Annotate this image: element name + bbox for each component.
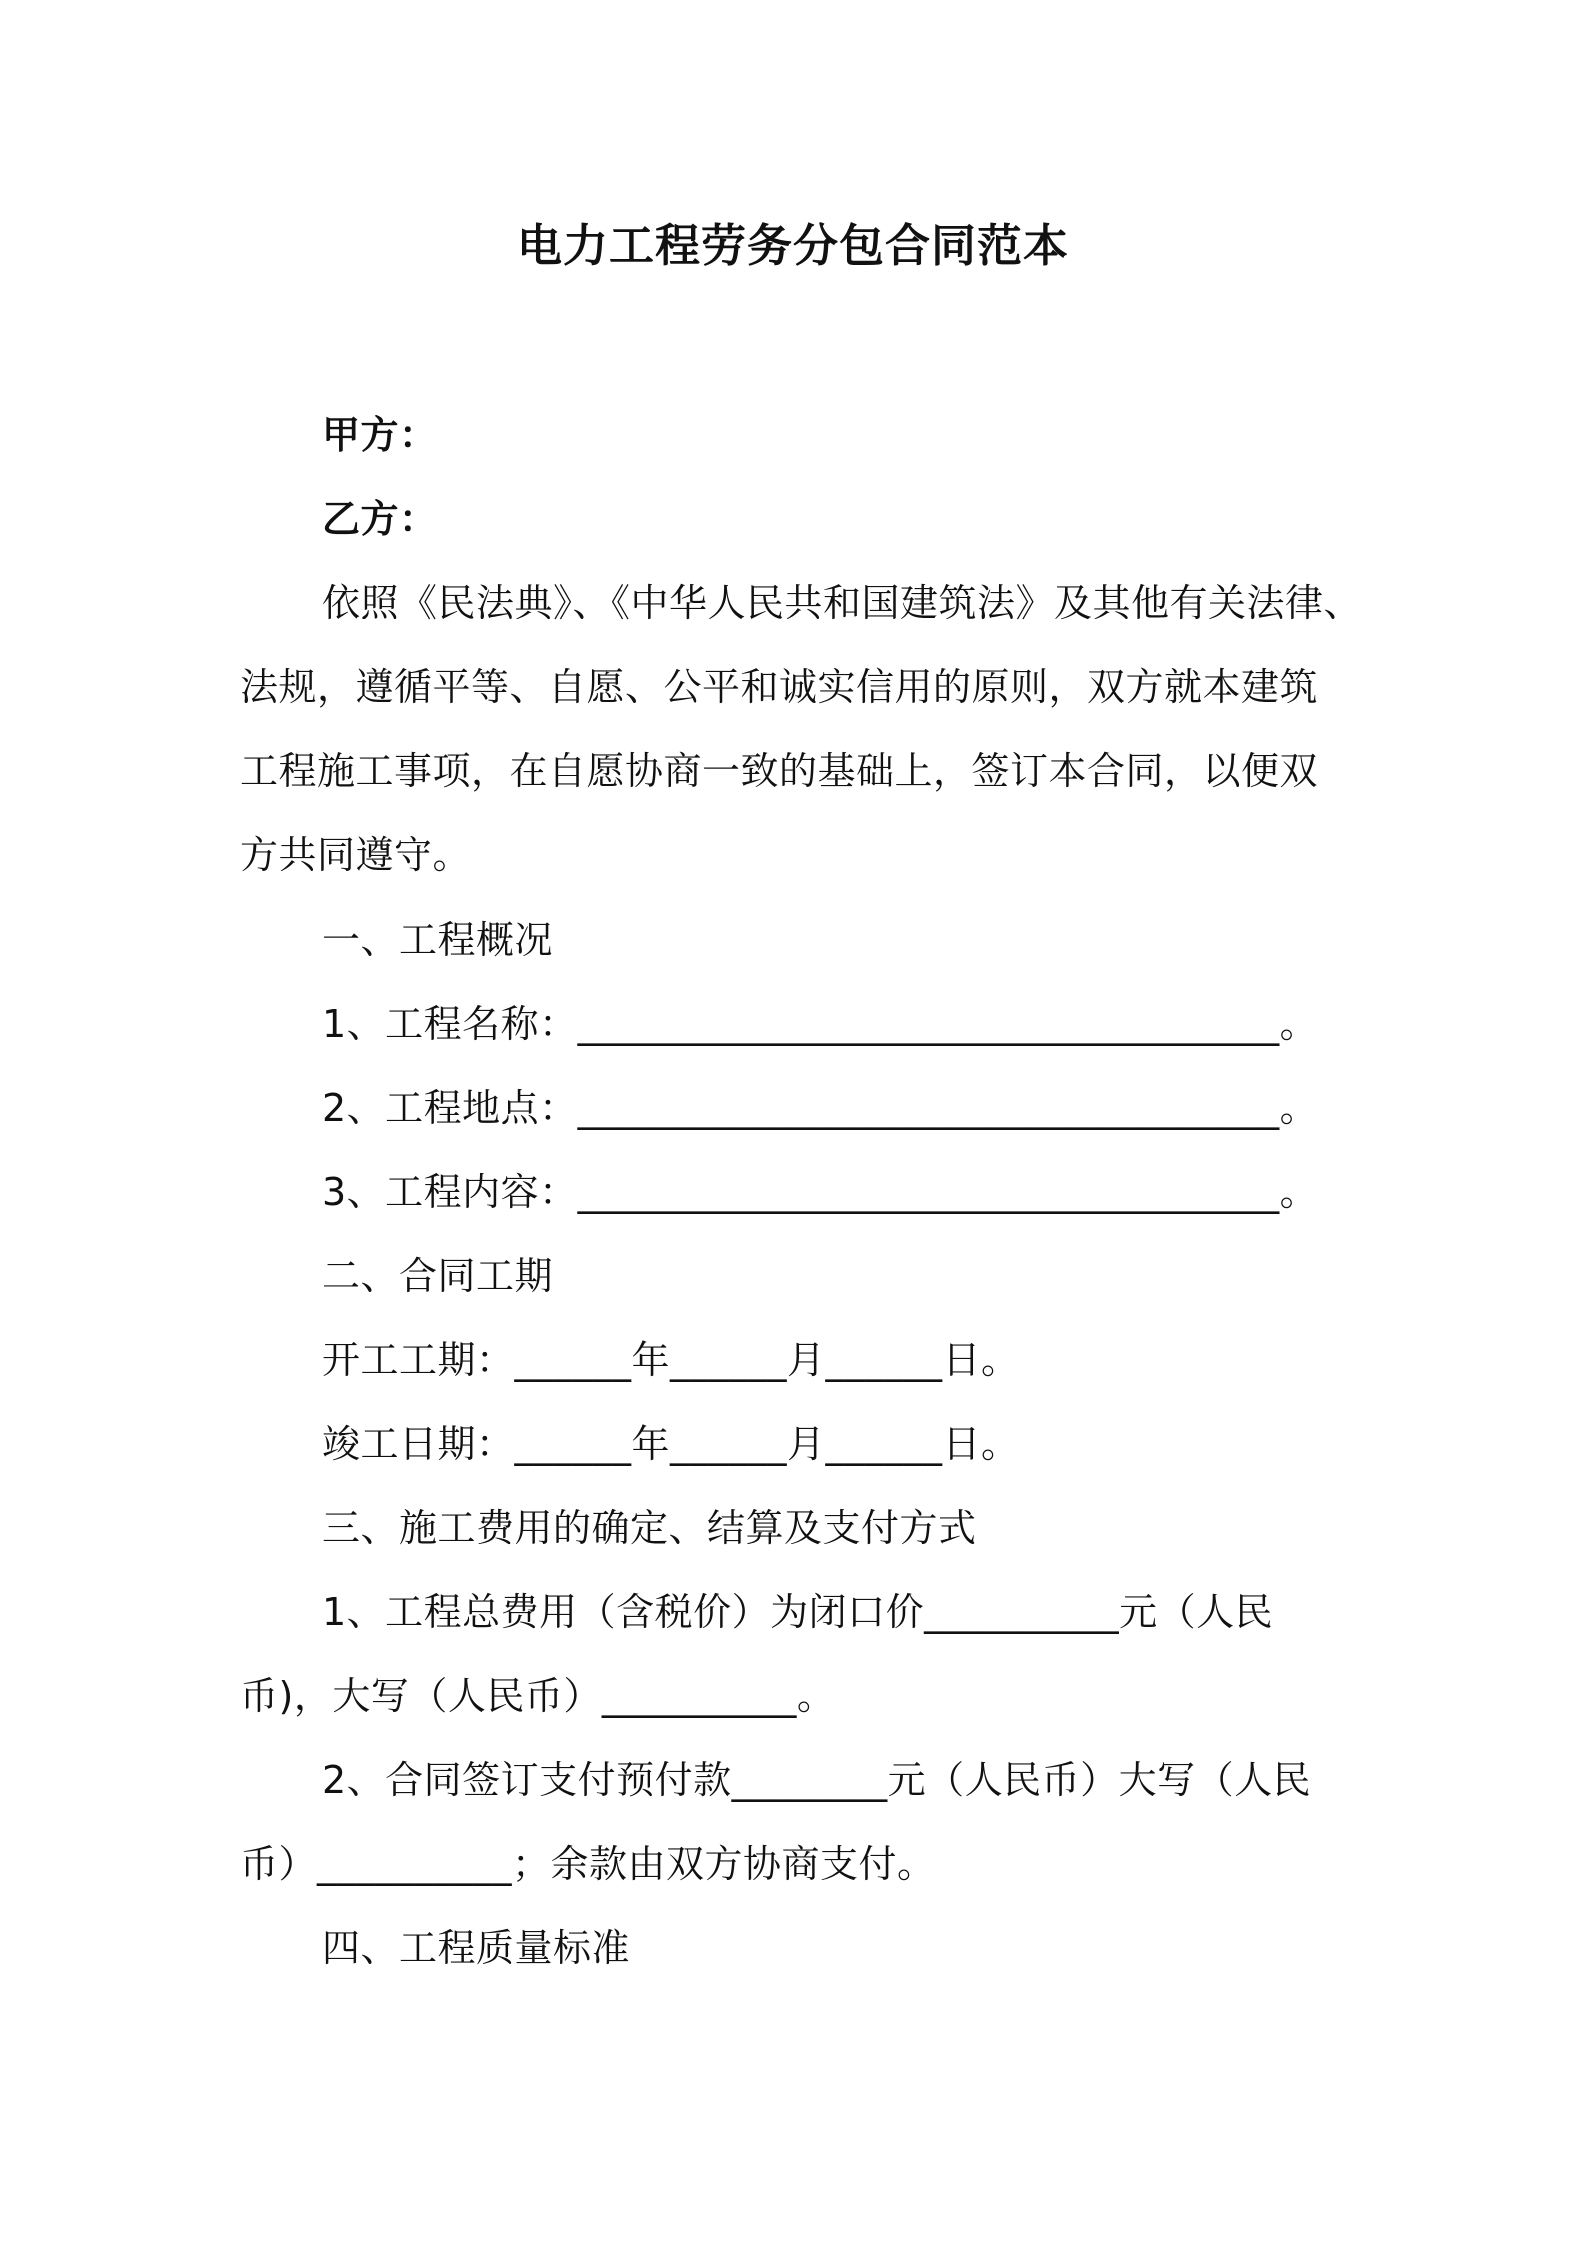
prepayment-line-1: 2、合同签订支付预付款________元（人民币）大写（人民	[322, 1758, 1312, 1802]
project-content-field: 3、工程内容：____________________________________。	[322, 1170, 1319, 1214]
total-cost-line-2: 币)，大写（人民币）__________。	[240, 1674, 836, 1718]
prepayment-line-2: 币）__________；余款由双方协商支付。	[240, 1842, 936, 1886]
project-name-field: 1、工程名称：____________________________________。	[322, 1002, 1319, 1046]
section-3-heading: 三、施工费用的确定、结算及支付方式	[322, 1506, 977, 1550]
completion-date-field: 竣工日期：______年______月______日。	[322, 1422, 1020, 1466]
preamble-line-2: 法规，遵循平等、自愿、公平和诚实信用的原则，双方就本建筑	[240, 665, 1319, 709]
start-date-field: 开工工期：______年______月______日。	[322, 1338, 1020, 1382]
preamble-line-4: 方共同遵守。	[240, 833, 472, 877]
section-1-heading: 一、工程概况	[322, 918, 554, 962]
project-location-field: 2、工程地点：____________________________________。	[322, 1086, 1319, 1130]
total-cost-line-1: 1、工程总费用（含税价）为闭口价__________元（人民	[322, 1590, 1274, 1634]
section-2-heading: 二、合同工期	[322, 1254, 554, 1298]
section-4-heading: 四、工程质量标准	[322, 1926, 631, 1970]
party-a-label: 甲方：	[322, 413, 438, 457]
document-title: 电力工程劳务分包合同范本	[516, 219, 1069, 272]
party-b-label: 乙方：	[322, 497, 438, 541]
preamble-line-1: 依照《民法典》、《中华人民共和国建筑法》及其他有关法律、	[322, 581, 1363, 625]
preamble-line-3: 工程施工事项，在自愿协商一致的基础上，签订本合同，以便双	[240, 749, 1319, 793]
